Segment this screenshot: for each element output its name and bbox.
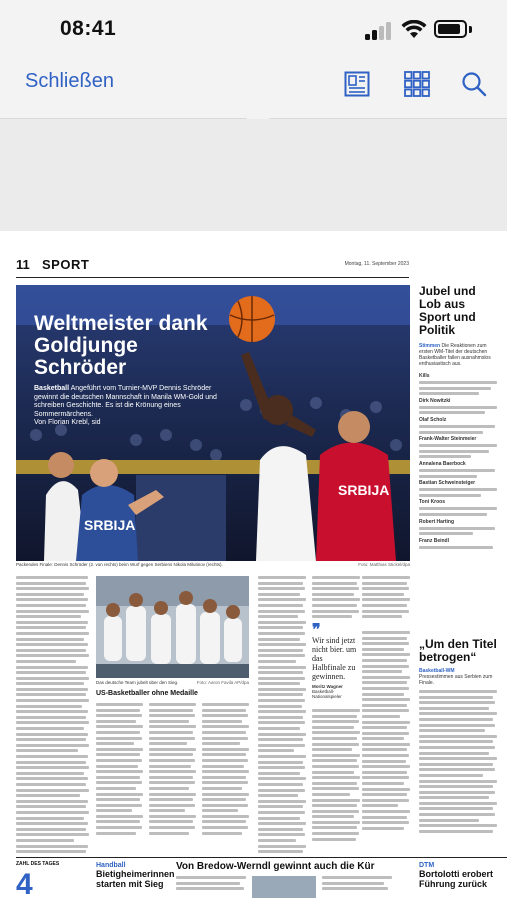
sidebar-kicker: Stimmen bbox=[419, 343, 441, 349]
bottom-article-headline: Von Bredow-Werndl gewinnt auch die Kür bbox=[176, 861, 375, 872]
team-photo[interactable] bbox=[96, 576, 249, 678]
page-date: Montag, 11. September 2023 bbox=[344, 261, 409, 267]
quote-name: Frank-Walter Steinmeier bbox=[419, 436, 477, 443]
quote-name: Dirk Nowitzki bbox=[419, 397, 451, 404]
lead-body: Angeführt vom Turnier-MVP Dennis Schröder gewinnt die deutschen Mannschaft in Manila WM-Gold und schreiben Geschichte. Es ist die Krönung eines Sommermärchens. bbox=[34, 385, 217, 418]
byline: Von Florian Krebl, sid bbox=[34, 419, 101, 426]
quote-name: Annalena Baerbock bbox=[419, 460, 466, 467]
right-box-body bbox=[419, 690, 499, 833]
page-header bbox=[16, 257, 409, 278]
pull-quote bbox=[312, 622, 357, 699]
sub-article-headline: US-Basketballer ohne Medaille bbox=[96, 690, 198, 697]
close-button[interactable]: Schließen bbox=[25, 70, 114, 92]
battery-cap bbox=[469, 26, 472, 33]
hero-photo[interactable] bbox=[16, 285, 410, 561]
number-of-day-label: ZAHL DES TAGES bbox=[16, 861, 60, 867]
article-column-3b bbox=[312, 709, 360, 854]
sidebar-title: Jubel und Lob aus Sport und Politik bbox=[419, 284, 476, 337]
viewer-background bbox=[0, 119, 507, 231]
caption-text: Packendes Finale: Dennis Schröder (2. von rechts) beim Wurf gegen Serbiens Nikola Milutinov (rechts). bbox=[16, 562, 223, 567]
quote-name: Olaf Scholz bbox=[419, 416, 447, 423]
bottom-article-dressage[interactable] bbox=[176, 862, 406, 898]
toolbar bbox=[0, 58, 507, 119]
serbia-press-box[interactable] bbox=[419, 638, 499, 835]
lead-kicker: Basketball bbox=[34, 385, 70, 392]
svg-text:SRBIJA: SRBIJA bbox=[84, 517, 136, 533]
right-box-subtitle: Pressestimmen aus Serbien zum Finale. bbox=[419, 674, 493, 686]
wifi-icon bbox=[401, 20, 427, 40]
quote-text: Wir sind jetzt nicht bier. um das Halbfinale zu gewinnen. bbox=[312, 636, 357, 681]
clock: 08:41 bbox=[60, 17, 117, 40]
signal-icon bbox=[365, 22, 393, 40]
team-photo-credit: Foto: Aaron Favila AP/dpa bbox=[196, 680, 249, 685]
team-photo-caption-text: Das deutsche Team jubelt über den Sieg. bbox=[96, 680, 179, 685]
grid-icon[interactable] bbox=[404, 71, 430, 97]
quote-name: Kills bbox=[419, 373, 430, 379]
bottom-article-headline: Bietigheimerinnen starten mit Sieg bbox=[96, 869, 175, 889]
quote-name: Bastian Schweinsteiger bbox=[419, 480, 476, 487]
newspaper-page[interactable] bbox=[0, 231, 507, 900]
search-icon[interactable] bbox=[461, 71, 487, 97]
dressage-photo bbox=[252, 876, 316, 898]
right-box-title: „Um den Titel betrogen“ bbox=[419, 637, 497, 664]
photo-credit: Foto: Matthias Stickel/dpa bbox=[358, 562, 410, 567]
quote-mark-icon: ❞ bbox=[312, 622, 321, 639]
battery-icon bbox=[434, 20, 467, 38]
number-of-day-value: 4 bbox=[16, 868, 33, 901]
svg-text:SRBIJA: SRBIJA bbox=[338, 482, 390, 498]
article-column-2 bbox=[258, 576, 306, 854]
bottom-article-category: DTM bbox=[419, 862, 435, 869]
right-box-kicker: Basketball-WM bbox=[419, 668, 455, 674]
main-headline: Weltmeister dank Goldjunge Schröder bbox=[34, 312, 208, 379]
quote-name: Toni Kroos bbox=[419, 499, 446, 506]
bottom-article-headline: Bortolotti erobert Führung zurück bbox=[419, 869, 493, 889]
status-bar bbox=[0, 0, 507, 58]
team-celebration-image bbox=[96, 576, 249, 678]
article-column-1 bbox=[16, 576, 90, 854]
page-layout-icon[interactable] bbox=[344, 71, 370, 97]
quote-name: Franz Beindl bbox=[419, 537, 450, 544]
quote-author: Moritz Wagner bbox=[312, 684, 343, 689]
quote-name: Robert Harting bbox=[419, 518, 454, 525]
sidebar-intro bbox=[419, 343, 499, 367]
sidebar-intro-text: Die Reaktionen zum ersten WM-Titel der deutschen Basketballer fallen ausnahmslos enthusiastisch aus. bbox=[419, 343, 491, 367]
team-photo-caption bbox=[96, 680, 249, 685]
article-column-3 bbox=[312, 576, 360, 624]
article-column-4b bbox=[362, 631, 410, 854]
quote-author-role: Basketball-Nationalspieler bbox=[312, 689, 342, 699]
hero-caption bbox=[16, 562, 410, 567]
article-column-4 bbox=[362, 576, 410, 624]
sidebar-article[interactable] bbox=[419, 285, 499, 551]
lead-text bbox=[34, 385, 224, 428]
bottom-article-handball[interactable] bbox=[96, 862, 180, 889]
bottom-news-strip bbox=[16, 857, 507, 901]
bottom-article-dtm[interactable] bbox=[419, 862, 505, 889]
sub-article-body bbox=[96, 703, 249, 853]
section-title: SPORT bbox=[42, 257, 90, 272]
page-number: 11 bbox=[16, 257, 30, 272]
bottom-article-category: Handball bbox=[96, 862, 126, 869]
sidebar-quotes bbox=[419, 373, 499, 549]
